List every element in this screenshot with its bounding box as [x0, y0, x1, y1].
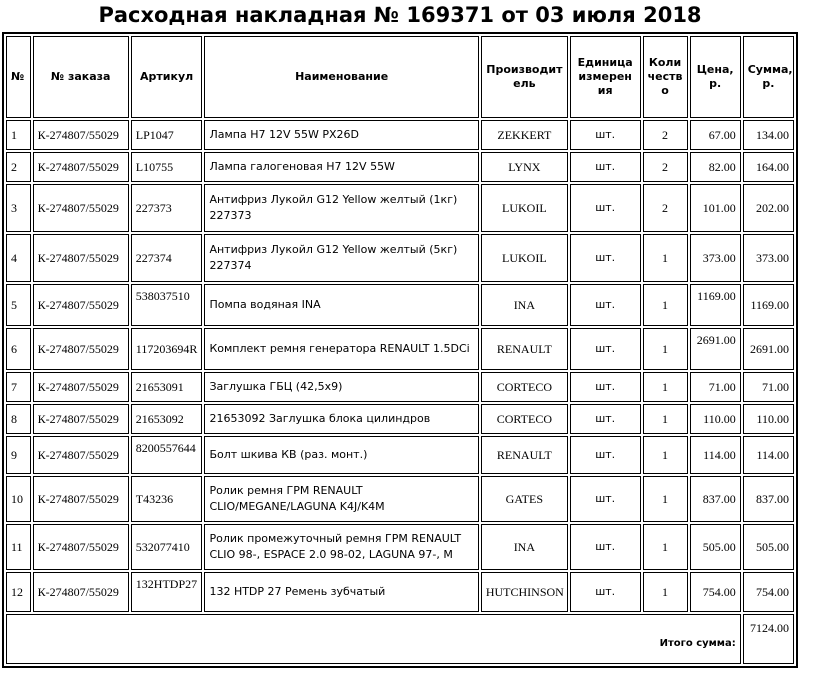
table-row [6, 572, 794, 612]
cell-order: К-274807/55029 [33, 404, 129, 434]
cell-maker: CORTECO [481, 404, 568, 434]
cell-order: К-274807/55029 [33, 572, 129, 612]
cell-name: 132 HTDP 27 Ремень зубчатый [204, 572, 478, 612]
cell-name: Антифриз Лукойл G12 Yellow желтый (1кг) 227373 [204, 184, 478, 232]
cell-unit: шт. [570, 476, 641, 522]
table-row [6, 372, 794, 402]
cell-order: К-274807/55029 [33, 184, 129, 232]
cell-sum: 164.00 [743, 152, 794, 182]
cell-sum: 1169.00 [743, 284, 794, 326]
cell-sum: 114.00 [743, 436, 794, 474]
cell-maker: RENAULT [481, 436, 568, 474]
total-value: 7124.00 [743, 614, 794, 664]
cell-maker: RENAULT [481, 328, 568, 370]
cell-sum: 754.00 [743, 572, 794, 612]
cell-order: К-274807/55029 [33, 120, 129, 150]
cell-price: 505.00 [690, 524, 741, 570]
table-row [6, 476, 794, 522]
col-header-name: Наименование [204, 36, 478, 118]
cell-article: L10755 [131, 152, 203, 182]
cell-article: 532077410 [131, 524, 203, 570]
cell-num: 1 [6, 120, 31, 150]
col-header-qty: Количество [643, 36, 688, 118]
invoice-table [2, 32, 798, 668]
cell-qty: 1 [643, 372, 688, 402]
cell-article: 117203694R [131, 328, 203, 370]
cell-maker: ZEKKERT [481, 120, 568, 150]
cell-maker: CORTECO [481, 372, 568, 402]
cell-name: Ролик промежуточный ремня ГРМ RENAULT CLIO 98-, ESPACE 2.0 98-02, LAGUNA 97-, M [204, 524, 478, 570]
cell-num: 11 [6, 524, 31, 570]
cell-price: 2691.00 [690, 328, 741, 370]
total-row [6, 614, 794, 664]
cell-article: LP1047 [131, 120, 203, 150]
cell-maker: HUTCHINSON [481, 572, 568, 612]
cell-article: 227374 [131, 234, 203, 282]
cell-price: 1169.00 [690, 284, 741, 326]
cell-name: Ролик ремня ГРМ RENAULT CLIO/MEGANE/LAGUNA K4J/K4M [204, 476, 478, 522]
cell-num: 7 [6, 372, 31, 402]
cell-maker: LYNX [481, 152, 568, 182]
total-label: Итого сумма: [6, 614, 741, 664]
table-row [6, 120, 794, 150]
cell-unit: шт. [570, 328, 641, 370]
cell-order: К-274807/55029 [33, 476, 129, 522]
cell-unit: шт. [570, 234, 641, 282]
cell-sum: 134.00 [743, 120, 794, 150]
cell-maker: INA [481, 524, 568, 570]
cell-qty: 2 [643, 120, 688, 150]
cell-order: К-274807/55029 [33, 372, 129, 402]
cell-article: 21653092 [131, 404, 203, 434]
table-row [6, 184, 794, 232]
cell-unit: шт. [570, 404, 641, 434]
cell-maker: INA [481, 284, 568, 326]
cell-price: 837.00 [690, 476, 741, 522]
header-row [6, 36, 794, 118]
table-row [6, 234, 794, 282]
table-body [6, 120, 794, 612]
cell-price: 754.00 [690, 572, 741, 612]
cell-num: 4 [6, 234, 31, 282]
table-row [6, 404, 794, 434]
cell-name: Болт шкива КВ (раз. монт.) [204, 436, 478, 474]
page-title: Расходная накладная № 169371 от 03 июля 2018 [98, 3, 702, 27]
cell-order: К-274807/55029 [33, 284, 129, 326]
cell-unit: шт. [570, 152, 641, 182]
cell-sum: 505.00 [743, 524, 794, 570]
col-header-article: Артикул [131, 36, 203, 118]
cell-article: 227373 [131, 184, 203, 232]
cell-qty: 2 [643, 184, 688, 232]
cell-name: Заглушка ГБЦ (42,5х9) [204, 372, 478, 402]
col-header-order: № заказа [33, 36, 129, 118]
cell-maker: LUKOIL [481, 184, 568, 232]
cell-qty: 1 [643, 572, 688, 612]
col-header-sum: Сумма, р. [743, 36, 794, 118]
col-header-price: Цена, р. [690, 36, 741, 118]
cell-order: К-274807/55029 [33, 152, 129, 182]
cell-name: Лампа H7 12V 55W PX26D [204, 120, 478, 150]
cell-name: Комплект ремня генератора RENAULT 1.5DCi [204, 328, 478, 370]
cell-price: 373.00 [690, 234, 741, 282]
cell-article: 132HTDP27 [131, 572, 203, 612]
cell-price: 82.00 [690, 152, 741, 182]
cell-sum: 110.00 [743, 404, 794, 434]
cell-name: Антифриз Лукойл G12 Yellow желтый (5кг) 227374 [204, 234, 478, 282]
cell-article: 8200557644 [131, 436, 203, 474]
cell-num: 10 [6, 476, 31, 522]
table-row [6, 524, 794, 570]
cell-sum: 837.00 [743, 476, 794, 522]
cell-qty: 1 [643, 234, 688, 282]
cell-unit: шт. [570, 284, 641, 326]
cell-order: К-274807/55029 [33, 328, 129, 370]
cell-maker: GATES [481, 476, 568, 522]
cell-qty: 1 [643, 476, 688, 522]
cell-unit: шт. [570, 436, 641, 474]
cell-qty: 1 [643, 436, 688, 474]
cell-sum: 373.00 [743, 234, 794, 282]
cell-price: 71.00 [690, 372, 741, 402]
table-row [6, 436, 794, 474]
cell-name: Лампа галогеновая H7 12V 55W [204, 152, 478, 182]
table-row [6, 284, 794, 326]
cell-num: 8 [6, 404, 31, 434]
cell-num: 9 [6, 436, 31, 474]
cell-price: 114.00 [690, 436, 741, 474]
cell-order: К-274807/55029 [33, 234, 129, 282]
table-row [6, 328, 794, 370]
cell-num: 5 [6, 284, 31, 326]
cell-qty: 1 [643, 524, 688, 570]
cell-article: 538037510 [131, 284, 203, 326]
cell-sum: 202.00 [743, 184, 794, 232]
table-row [6, 152, 794, 182]
cell-unit: шт. [570, 184, 641, 232]
cell-article: 21653091 [131, 372, 203, 402]
col-header-maker: Производитель [481, 36, 568, 118]
cell-article: T43236 [131, 476, 203, 522]
cell-qty: 1 [643, 404, 688, 434]
cell-num: 6 [6, 328, 31, 370]
cell-unit: шт. [570, 572, 641, 612]
cell-qty: 2 [643, 152, 688, 182]
cell-num: 3 [6, 184, 31, 232]
cell-unit: шт. [570, 120, 641, 150]
cell-order: К-274807/55029 [33, 524, 129, 570]
cell-unit: шт. [570, 524, 641, 570]
cell-qty: 1 [643, 284, 688, 326]
cell-num: 2 [6, 152, 31, 182]
cell-name: Помпа водяная INA [204, 284, 478, 326]
cell-num: 12 [6, 572, 31, 612]
col-header-num: № [6, 36, 31, 118]
cell-price: 67.00 [690, 120, 741, 150]
cell-qty: 1 [643, 328, 688, 370]
col-header-unit: Единица измерения [570, 36, 641, 118]
cell-price: 110.00 [690, 404, 741, 434]
cell-sum: 2691.00 [743, 328, 794, 370]
cell-name: 21653092 Заглушка блока цилиндров [204, 404, 478, 434]
cell-sum: 71.00 [743, 372, 794, 402]
cell-unit: шт. [570, 372, 641, 402]
cell-order: К-274807/55029 [33, 436, 129, 474]
cell-maker: LUKOIL [481, 234, 568, 282]
cell-price: 101.00 [690, 184, 741, 232]
